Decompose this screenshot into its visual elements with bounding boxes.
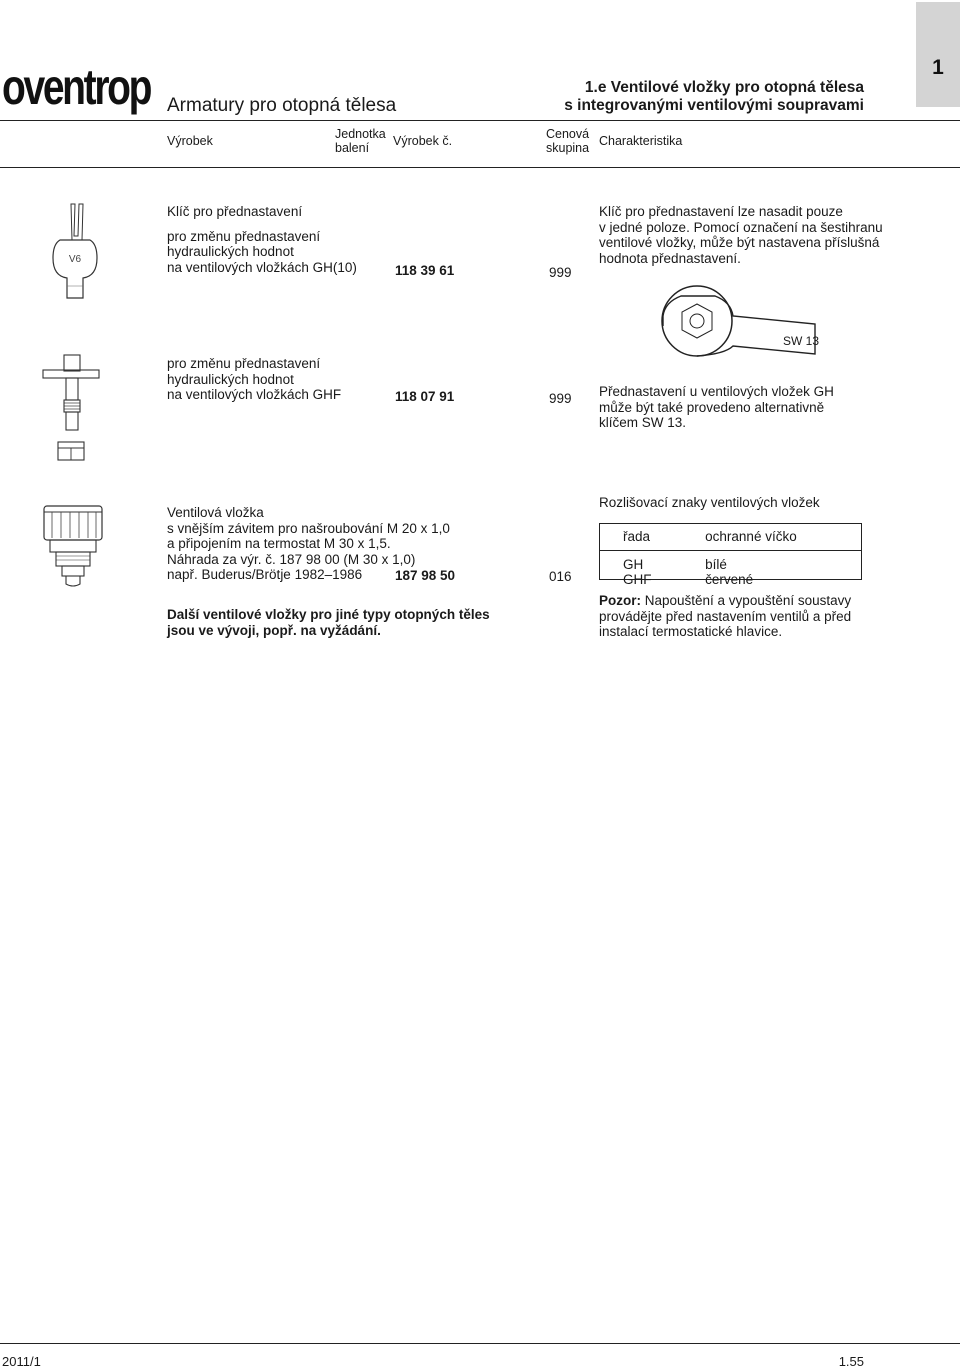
alt-note — [599, 384, 834, 431]
ident-header-cap: ochranné víčko — [681, 523, 862, 551]
item1-line2: pro změnu přednastavení — [167, 228, 321, 244]
header-rule-top — [0, 120, 960, 121]
preset-key-image — [50, 200, 100, 304]
sw13-wrench-diagram — [645, 276, 825, 358]
key-note — [599, 204, 883, 266]
col-price-line1: Cenová — [546, 127, 590, 141]
ident-cell: červené — [705, 572, 754, 587]
chapter-tab — [916, 2, 960, 107]
ident-cell: GHF — [623, 572, 652, 587]
item1-description — [167, 204, 357, 275]
section-title-line2: s integrovanými ventilovými soupravami — [564, 97, 864, 114]
warning-line1: Napouštění a vypouštění soustavy — [641, 593, 852, 608]
col-product-no: Výrobek č. — [393, 134, 453, 148]
other-note — [167, 607, 490, 638]
item2-description — [167, 356, 341, 403]
col-unit-line1: Jednotka — [335, 127, 386, 141]
item1-price: 999 — [549, 265, 572, 280]
item1-line3: hydraulických hodnot — [167, 244, 294, 259]
footer-rule — [0, 1343, 960, 1344]
col-unit — [335, 127, 386, 155]
warning-label: Pozor: — [599, 593, 641, 608]
brand-logo: oventrop — [2, 59, 151, 115]
item3-line3: a připojením na termostat M 30 x 1,5. — [167, 536, 391, 551]
col-product: Výrobek — [167, 134, 213, 148]
col-price-line2: skupina — [546, 141, 590, 155]
alt-note-line3: klíčem SW 13. — [599, 415, 687, 430]
item1-line4: na ventilových vložkách GH(10) — [167, 259, 357, 275]
other-note-line2: jsou ve vývoji, popř. na vyžádání. — [167, 622, 381, 638]
item2-line1: pro změnu přednastavení — [167, 356, 321, 371]
header-rule-bottom — [0, 167, 960, 168]
item3-line4: Náhrada za výr. č. 187 98 00 (M 30 x 1,0) — [167, 551, 416, 567]
item1-number: 118 39 61 — [395, 263, 455, 278]
col-price-group — [546, 127, 589, 155]
footer-edition: 2011/1 — [2, 1354, 41, 1369]
warning-note — [599, 593, 851, 640]
item3-number: 187 98 50 — [395, 568, 456, 583]
section-title-line1: 1.e Ventilové vložky pro otopná tělesa — [584, 79, 864, 96]
valve-insert-image — [42, 498, 104, 590]
item2-number: 118 07 91 — [395, 389, 455, 404]
item3-line1: Ventilová vložka — [167, 505, 264, 520]
other-note-line1: Další ventilové vložky pro jiné typy otopných těles — [167, 607, 490, 622]
alt-note-line1: Přednastavení u ventilových vložek GH — [599, 384, 834, 399]
sw13-label: SW 13 — [783, 334, 820, 348]
alt-note-line2: může být také provedeno alternativně — [599, 399, 825, 415]
item3-line2: s vnějším závitem pro našroubování M 20 x 1,0 — [167, 520, 450, 536]
warning-line3: instalací termostatické hlavice. — [599, 624, 783, 639]
ident-cell: bílé — [705, 557, 727, 572]
ident-header-series: řada — [599, 523, 681, 551]
warning-line2: provádějte před nastavením ventilů a před — [599, 608, 852, 624]
item2-line3: na ventilových vložkách GHF — [167, 387, 342, 402]
col-unit-line2: balení — [335, 141, 370, 155]
key-note-line2: v jedné poloze. Pomocí označení na šestihranu — [599, 219, 883, 235]
ident-title: Rozlišovací znaky ventilových vložek — [599, 495, 820, 510]
item1-line1: Klíč pro přednastavení — [167, 204, 303, 219]
key-label-text: V6 — [68, 254, 82, 265]
key-note-line4: hodnota přednastavení. — [599, 250, 741, 266]
item2-price: 999 — [549, 391, 572, 406]
item2-line2: hydraulických hodnot — [167, 371, 294, 387]
page-subtitle: Armatury pro otopná tělesa — [167, 95, 397, 116]
section-title — [564, 79, 864, 115]
table-row — [599, 572, 862, 590]
col-characteristics: Charakteristika — [599, 134, 683, 148]
key-note-line1: Klíč pro přednastavení lze nasadit pouze — [599, 204, 843, 219]
chapter-number: 1 — [932, 56, 944, 79]
ghf-key-image — [40, 352, 102, 464]
ident-table — [599, 523, 862, 590]
item3-line5: např. Buderus/Brötje 1982–1986 — [167, 567, 363, 582]
ident-cell: GH — [623, 557, 644, 572]
key-note-line3: ventilové vložky, může být nastavena příslušná — [599, 235, 880, 250]
footer-page-number: 1.55 — [838, 1354, 864, 1369]
item3-price: 016 — [549, 569, 572, 584]
ident-table-header — [599, 523, 862, 551]
table-row — [599, 551, 862, 573]
